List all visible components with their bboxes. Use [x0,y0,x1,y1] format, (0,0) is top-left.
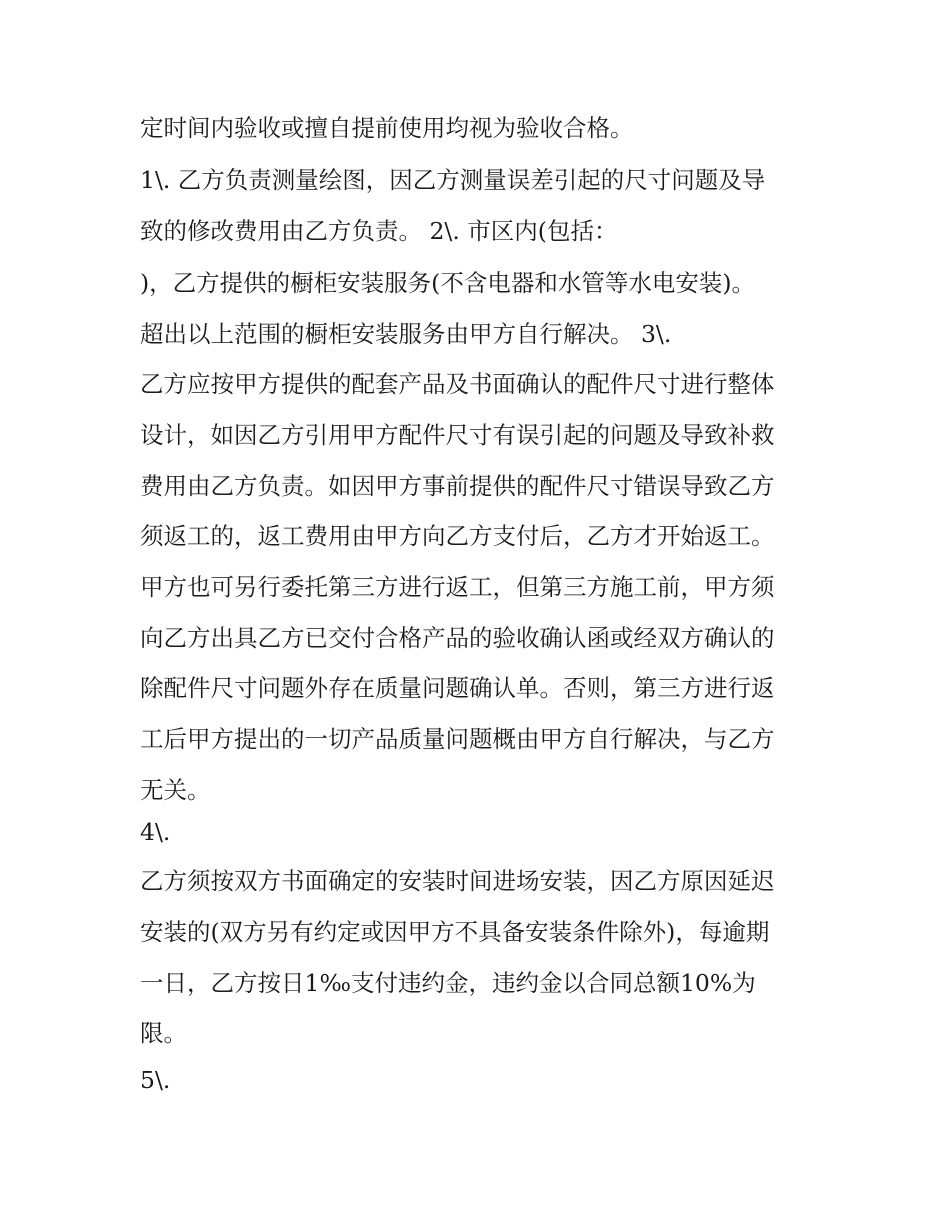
text-line: 甲方也可另行委托第三方进行返工，但第三方施工前，甲方须 [140,573,775,601]
text-line: 超出以上范围的橱柜安装服务由甲方自行解决。 3\. [140,320,672,348]
text-line: 工后甲方提出的一切产品质量问题概由甲方自行解决，与乙方 [140,725,775,753]
text-line: 限。 [140,1019,187,1047]
text-line: 设计，如因乙方引用甲方配件尺寸有误引起的问题及导致补救 [140,421,775,449]
text-line: 费用由乙方负责。如因甲方事前提供的配件尺寸错误导致乙方 [140,472,775,500]
text-line: 乙方须按双方书面确定的安装时间进场安装，因乙方原因延迟 [140,867,775,895]
text-line: 一日，乙方按日1‰支付违约金，违约金以合同总额10%为 [140,969,756,997]
text-line: 1\. 乙方负责测量绘图，因乙方测量误差引起的尺寸问题及导 [140,166,766,194]
text-line: )，乙方提供的橱柜安装服务(不含电器和水管等水电安装)。 [140,269,756,297]
text-line: 须返工的，返工费用由甲方向乙方支付后，乙方才开始返工。 [140,522,775,550]
text-line: 无关。 [140,776,211,804]
section-number: 5\. [140,1066,171,1094]
text-line: 乙方应按甲方提供的配套产品及书面确认的配件尺寸进行整体 [140,370,775,398]
text-line: 定时间内验收或擅自提前使用均视为验收合格。 [140,114,634,142]
text-line: 除配件尺寸问题外存在质量问题确认单。否则，第三方进行返 [140,674,775,702]
text-line: 安装的(双方另有约定或因甲方不具备安装条件除外)，每逾期 [140,918,770,946]
section-number: 4\. [140,818,171,846]
text-line: 向乙方出具乙方已交付合格产品的验收确认函或经双方确认的 [140,624,775,652]
text-line: 致的修改费用由乙方负责。 2\. 市区内(包括： [140,217,618,245]
